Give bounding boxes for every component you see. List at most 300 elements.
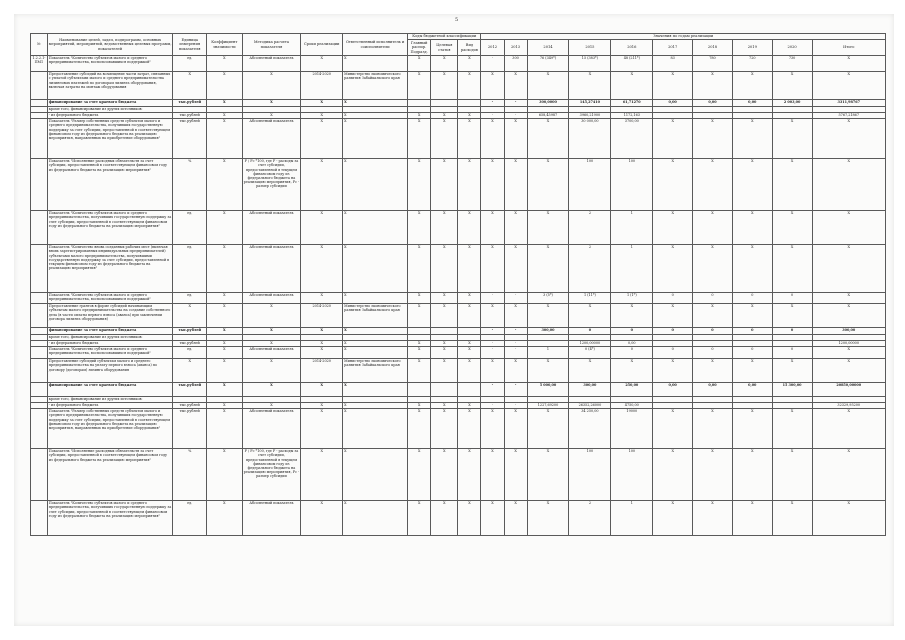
table-cell: X (772, 211, 812, 245)
table-cell (31, 72, 48, 100)
table-cell: 1227,69200 (527, 403, 569, 409)
table-cell: X (431, 449, 458, 501)
table-cell: 1 (11*) (569, 293, 611, 304)
table-cell: 3 (5*) (527, 293, 569, 304)
table-cell: 0 (611, 328, 653, 335)
table-cell: X (431, 159, 458, 211)
table-cell: X (343, 119, 408, 159)
table-cell: X (343, 293, 408, 304)
table-cell: X (504, 449, 527, 501)
table-cell: 0 (772, 293, 812, 304)
table-cell: X (408, 113, 431, 119)
row-name-cell: Предоставление субсидий субъектам малого и среднего предпринимательства на уплату первого взноса (аванса) по договору (договорам) лизинга оборудования (47, 359, 173, 383)
table-cell: X (812, 293, 885, 304)
table-cell: F / Fс *100, где F - расходы за счет субсидии, предоставленной в текущем финансовом году из федерального бюджета на реализацию мероприятия, Fс - размер субсидии (242, 449, 301, 501)
table-cell: X (431, 304, 458, 328)
table-cell: X (431, 245, 458, 293)
table-cell: X (812, 245, 885, 293)
table-cell: 780 (693, 56, 733, 72)
table-cell: тыс.рублей (173, 328, 207, 335)
table-cell: X (772, 72, 812, 100)
table-cell: X (732, 409, 772, 449)
table-cell: X (343, 245, 408, 293)
table-cell: X (527, 409, 569, 449)
table-cell: X (408, 403, 431, 409)
header-year: 2014 (527, 40, 569, 56)
table-cell (31, 347, 48, 359)
table-cell: X (527, 449, 569, 501)
row-name-cell: - из федерального бюджета (47, 403, 173, 409)
table-cell: X (408, 501, 431, 536)
table-cell: 30 000,00 (569, 119, 611, 159)
table-cell: X (173, 72, 207, 100)
table-cell: 5 000,00 (527, 383, 569, 397)
table-cell: X (343, 159, 408, 211)
table-cell: X (343, 409, 408, 449)
table-cell: X (569, 72, 611, 100)
table-cell (31, 304, 48, 328)
table-cell: 1200,00000 (569, 341, 611, 347)
table-cell: X (812, 359, 885, 383)
table-cell: ед. (173, 245, 207, 293)
table-cell: X (481, 449, 504, 501)
table-cell: Абсолютный показатель (242, 211, 301, 245)
table-cell: X (653, 119, 693, 159)
table-row (31, 501, 886, 536)
table-cell: 100 (569, 449, 611, 501)
table-cell: 0,00 (611, 341, 653, 347)
table-cell: - (481, 328, 504, 335)
table-cell: Министерство экономического развития Забайкальского края (343, 359, 408, 383)
table-row (31, 347, 886, 359)
table-cell: X (242, 113, 301, 119)
table-cell: 0 (693, 328, 733, 335)
header-year: 2015 (569, 40, 611, 56)
table-cell: - (481, 293, 504, 304)
table-cell: X (431, 409, 458, 449)
row-name-cell: Показатель "Исполнение расходных обязательств за счет субсидии, предоставленной в соответствующем финансовом году из федерального бюджета на реализацию мероприятия" (47, 159, 173, 211)
row-name-cell: - из федерального бюджета (47, 341, 173, 347)
table-cell: X (527, 159, 569, 211)
table-cell: X (653, 72, 693, 100)
table-cell: - (481, 100, 504, 107)
table-cell: X (301, 501, 343, 536)
table-cell: X (527, 304, 569, 328)
table-cell (31, 383, 48, 397)
table-cell: ед. (173, 56, 207, 72)
table-cell: X (569, 304, 611, 328)
table-cell: Абсолютный показатель (242, 501, 301, 536)
header-year: 2020 (772, 40, 812, 56)
table-cell: X (481, 211, 504, 245)
table-cell: 300,00 (527, 328, 569, 335)
table-row (31, 293, 886, 304)
table-cell: ед. (173, 293, 207, 304)
table-cell: X (653, 304, 693, 328)
table-cell: X (408, 119, 431, 159)
table-cell: X (206, 211, 242, 245)
table-cell: 20850,00000 (812, 383, 885, 397)
table-cell: X (653, 449, 693, 501)
table-cell: X (504, 501, 527, 536)
header-year: 2012 (481, 40, 504, 56)
table-cell: 3700,00 (611, 119, 653, 159)
table-cell: % (173, 449, 207, 501)
table-cell: X (812, 56, 885, 72)
table-row (31, 409, 886, 449)
table-cell: X (812, 72, 885, 100)
table-cell: F / Fс *100, где F - расходы за счет субсидии, предоставленной в текущем финансовом году из федерального бюджета на реализацию мероприятия, Fс - размер субсидии (242, 159, 301, 211)
header-main-manager: Главный распор. Подразд. (408, 40, 431, 56)
table-cell: X (431, 403, 458, 409)
table-cell: 0 (772, 328, 812, 335)
table-cell: X (301, 159, 343, 211)
table-cell: X (343, 383, 408, 397)
table-cell: X (772, 119, 812, 159)
table-cell: X (653, 159, 693, 211)
table-cell: X (431, 113, 458, 119)
table-cell: X (431, 119, 458, 159)
table-cell: X (242, 328, 301, 335)
table-cell: 0,00 (653, 383, 693, 397)
header-total: Итого (812, 40, 885, 56)
table-cell: X (458, 501, 481, 536)
header-coefficient: Коэффициент значимости (206, 34, 242, 56)
table-cell: 2014-2020 (301, 359, 343, 383)
table-cell: X (431, 56, 458, 72)
table-cell: 0 (653, 347, 693, 359)
table-cell: X (458, 245, 481, 293)
header-year: 2019 (732, 40, 772, 56)
table-cell: X (408, 211, 431, 245)
row-name-cell: Предоставление грантов в форме субсидий начинающим субъектам малого предпринимательства на создание собственного дела (в части оплаты первого взноса (аванса) при заключении договора лизинга оборудования) (47, 304, 173, 328)
table-cell: X (458, 56, 481, 72)
header-target-article: Целевая статья (431, 40, 458, 56)
table-cell: 32329,95200 (812, 403, 885, 409)
table-cell: X (408, 293, 431, 304)
table-cell: X (812, 159, 885, 211)
table-cell: - (504, 293, 527, 304)
table-cell: X (458, 341, 481, 347)
table-cell: X (301, 403, 343, 409)
table-cell: X (206, 100, 242, 107)
header-year: 2013 (504, 40, 527, 56)
table-cell: 0 (611, 347, 653, 359)
table-cell: X (772, 304, 812, 328)
table-cell (431, 383, 458, 397)
table-cell: X (408, 449, 431, 501)
table-cell: X (732, 211, 772, 245)
table-cell: 4750,00 (611, 403, 653, 409)
table-body (31, 56, 886, 536)
table-cell: 100 (611, 159, 653, 211)
table-cell: X (206, 113, 242, 119)
table-cell (31, 211, 48, 245)
table-cell: X (343, 113, 408, 119)
table-cell: X (732, 359, 772, 383)
header-values-by-year: Значения по годам реализации (481, 34, 886, 40)
table-cell (458, 328, 481, 335)
header-year: 2018 (693, 40, 733, 56)
table-cell (408, 383, 431, 397)
table-cell: X (173, 304, 207, 328)
table-cell: 0,00 (693, 383, 733, 397)
table-cell: X (481, 245, 504, 293)
row-name-cell: Показатель "Исполнение расходных обязательств за счет субсидии, предоставленной в соответствующем финансовом году из федерального бюджета на реализацию мероприятия" (47, 449, 173, 501)
table-cell: X (301, 449, 343, 501)
table-row (31, 159, 886, 211)
table-cell: 250,00 (611, 383, 653, 397)
table-cell (458, 383, 481, 397)
table-cell: 1.2.2.1-ПМ1 (31, 56, 48, 72)
table-cell: X (408, 159, 431, 211)
table-cell: X (343, 341, 408, 347)
table-cell: X (732, 501, 772, 536)
row-name-cell: Показатель "Количество вновь созданных рабочих мест (включая вновь зарегистрированных индивидуальных предпринимателей) субъектами малого предпринимательства, получившими государственную поддержку за счет субсидии, предоставленной в текущем финансовом году из федерального бюджета на реализацию мероприятия" (47, 245, 173, 293)
table-cell: тыс.рублей (173, 341, 207, 347)
table-cell: % (173, 159, 207, 211)
table-cell: Министерство экономического развития Забайкальского края (343, 72, 408, 100)
table-cell: X (301, 100, 343, 107)
table-cell: X (301, 328, 343, 335)
table-cell: 658,45987 (527, 113, 569, 119)
row-name-cell: Показатель "Размер собственных средств субъектов малого и среднего предпринимательства, получивших государственную поддержку за счет субсидии, предоставленной в соответствующем финансовом году из федерального бюджета на реализацию мероприятия, направленных на приобретение оборудования" (47, 409, 173, 449)
table-cell: X (301, 119, 343, 159)
row-name-cell: Показатель "Количество субъектов малого и среднего предпринимательства, воспользовавшихся поддержкой" (47, 347, 173, 359)
table-cell: 34 250,00 (569, 409, 611, 449)
header-period: Сроки реализации (301, 34, 343, 56)
table-cell: X (343, 347, 408, 359)
header-no: № (31, 34, 48, 56)
table-cell: X (206, 245, 242, 293)
table-cell: X (812, 119, 885, 159)
header-expense-kind: Вид расходов (458, 40, 481, 56)
table-cell: 48 (211*) (611, 56, 653, 72)
table-cell: X (772, 409, 812, 449)
table-cell: X (812, 304, 885, 328)
table-cell: 2 (569, 501, 611, 536)
table-cell: X (653, 409, 693, 449)
table-cell: 145,27410 (569, 100, 611, 107)
table-cell: X (206, 347, 242, 359)
table-row (31, 359, 886, 383)
table-cell (31, 100, 48, 107)
table-cell: X (408, 245, 431, 293)
table-cell: X (504, 72, 527, 100)
table-cell: X (772, 245, 812, 293)
table-cell (408, 100, 431, 107)
table-cell: - (481, 341, 504, 347)
table-cell: X (206, 304, 242, 328)
table-row (31, 119, 886, 159)
table-cell: X (343, 100, 408, 107)
table-cell: 0 (732, 347, 772, 359)
table-cell (31, 328, 48, 335)
table-cell: X (732, 304, 772, 328)
table-cell: тыс.рублей (173, 113, 207, 119)
program-indicators-table (30, 33, 886, 536)
table-cell: X (343, 403, 408, 409)
table-cell: тыс.рублей (173, 100, 207, 107)
table-cell: X (408, 72, 431, 100)
header-method: Методика расчета показателя (242, 34, 301, 56)
table-cell: X (242, 359, 301, 383)
table-cell: X (301, 409, 343, 449)
table-cell: X (611, 359, 653, 383)
table-cell: 100 (611, 449, 653, 501)
table-row (31, 211, 886, 245)
table-cell: Министерство экономического развития Забайкальского края (343, 304, 408, 328)
table-cell (408, 328, 431, 335)
table-cell: X (527, 245, 569, 293)
row-name-cell: кроме того, финансирование из других источников: (47, 335, 173, 341)
table-cell: X (458, 347, 481, 359)
table-cell: 76 (349*) (527, 56, 569, 72)
table-row (31, 383, 886, 397)
header-budget-codes: Коды бюджетной классификации (408, 34, 481, 40)
table-cell: X (408, 347, 431, 359)
table-cell: X (772, 159, 812, 211)
table-cell: X (242, 341, 301, 347)
table-cell: 19000 (611, 409, 653, 449)
table-cell: 2 (569, 211, 611, 245)
row-name-cell: Показатель "Количество субъектов малого и среднего предпринимательства, получивших государственную поддержку за счет субсидии, предоставленной в соответствующем финансовом году из федерального бюджета на реализацию мероприятия" (47, 501, 173, 536)
table-cell: X (732, 119, 772, 159)
table-cell: 0 (693, 293, 733, 304)
table-cell: X (206, 293, 242, 304)
table-cell: X (504, 159, 527, 211)
table-cell: X (693, 449, 733, 501)
table-cell: X (693, 245, 733, 293)
table-cell: X (653, 211, 693, 245)
table-cell: X (812, 347, 885, 359)
table-cell (31, 449, 48, 501)
table-cell: X (693, 72, 733, 100)
table-cell: Абсолютный показатель (242, 347, 301, 359)
table-cell: 0 (732, 328, 772, 335)
row-name-cell: Показатель "Количество субъектов малого и среднего предпринимательства, воспользовавшихся поддержкой" (47, 56, 173, 72)
header-unit: Единица измерения показателя (173, 34, 207, 56)
table-cell: X (206, 341, 242, 347)
table-cell: X (527, 359, 569, 383)
table-cell: X (431, 72, 458, 100)
table-cell: X (527, 72, 569, 100)
table-cell: 3311,98767 (812, 100, 885, 107)
table-cell: - (504, 113, 527, 119)
table-cell: X (693, 211, 733, 245)
table-cell (31, 293, 48, 304)
table-cell: 0 (772, 347, 812, 359)
table-cell: X (772, 449, 812, 501)
table-cell: X (408, 56, 431, 72)
table-cell: X (431, 341, 458, 347)
table-cell: X (408, 409, 431, 449)
table-cell: X (431, 293, 458, 304)
table-cell: X (812, 409, 885, 449)
table-cell: X (481, 359, 504, 383)
table-cell: - (504, 100, 527, 107)
header-year: 2016 (611, 40, 653, 56)
table-cell: X (458, 304, 481, 328)
table-cell: 61,71270 (611, 100, 653, 107)
table-cell: X (301, 341, 343, 347)
header-responsible: Ответственный исполнитель и соисполнители (343, 34, 408, 56)
table-cell (31, 119, 48, 159)
table-cell: 0,00 (653, 100, 693, 107)
table-cell: 1 (611, 211, 653, 245)
row-name-cell: Показатель "Количество субъектов малого и среднего предпринимательства, получивших государственную поддержку за счет субсидии, предоставленной в соответствующем финансовом году из федерального бюджета на реализацию мероприятия" (47, 211, 173, 245)
table-cell: 2 003,00 (772, 100, 812, 107)
header-name: Наименование целей, задач, подпрограмм, основных мероприятий, мероприятий, ведомственных целевых программ, показателей (47, 34, 173, 56)
table-cell: X (693, 359, 733, 383)
table-cell: X (206, 501, 242, 536)
table-cell: 0 (653, 293, 693, 304)
table-cell: X (812, 211, 885, 245)
table-cell: X (343, 449, 408, 501)
table-cell: 1172,163 (611, 113, 653, 119)
table-cell: 0 (693, 347, 733, 359)
table-cell: X (732, 159, 772, 211)
table-cell: X (206, 403, 242, 409)
table-cell: Абсолютный показатель (242, 409, 301, 449)
row-name-cell: Показатель "Количество субъектов малого и среднего предпринимательства, воспользовавшихся поддержкой" (47, 293, 173, 304)
table-cell: - (481, 403, 504, 409)
table-cell: 2014-2020 (301, 304, 343, 328)
table-cell: - (504, 341, 527, 347)
table-cell: 1 (611, 245, 653, 293)
table-cell: X (408, 359, 431, 383)
table-cell: тыс.рублей (173, 119, 207, 159)
table-cell: 1 (527, 347, 569, 359)
table-cell: X (527, 119, 569, 159)
table-cell: - (504, 328, 527, 335)
table-cell: тыс.рублей (173, 383, 207, 397)
table-cell: X (611, 304, 653, 328)
table-cell: 0 (4*) (569, 347, 611, 359)
table-cell: - (481, 347, 504, 359)
table-cell: X (206, 119, 242, 159)
row-name-cell: финансирование за счет краевого бюджета (47, 383, 173, 397)
table-cell: X (653, 359, 693, 383)
row-name-cell: кроме того, финансирование из других источников: (47, 107, 173, 113)
row-name-cell: финансирование за счет краевого бюджета (47, 328, 173, 335)
table-cell: X (693, 501, 733, 536)
table-cell (31, 501, 48, 536)
table-cell: X (812, 449, 885, 501)
table-cell: X (458, 159, 481, 211)
table-cell: ед. (173, 501, 207, 536)
table-cell: X (732, 449, 772, 501)
table-cell: X (458, 403, 481, 409)
table-cell: X (693, 159, 733, 211)
table-row (31, 304, 886, 328)
table-row (31, 449, 886, 501)
table-cell: 300 (504, 56, 527, 72)
table-cell: - (504, 383, 527, 397)
table-cell: 0 (653, 328, 693, 335)
table-cell: - (481, 56, 504, 72)
table-cell: X (301, 56, 343, 72)
table-row (31, 72, 886, 100)
table-cell: 0 (569, 328, 611, 335)
table-cell: X (431, 359, 458, 383)
table-cell: X (343, 328, 408, 335)
table-cell: - (504, 403, 527, 409)
table-cell: 300,00 (812, 328, 885, 335)
table-cell: 300,00 (569, 383, 611, 397)
table-cell: X (504, 119, 527, 159)
table-cell: - (481, 113, 504, 119)
